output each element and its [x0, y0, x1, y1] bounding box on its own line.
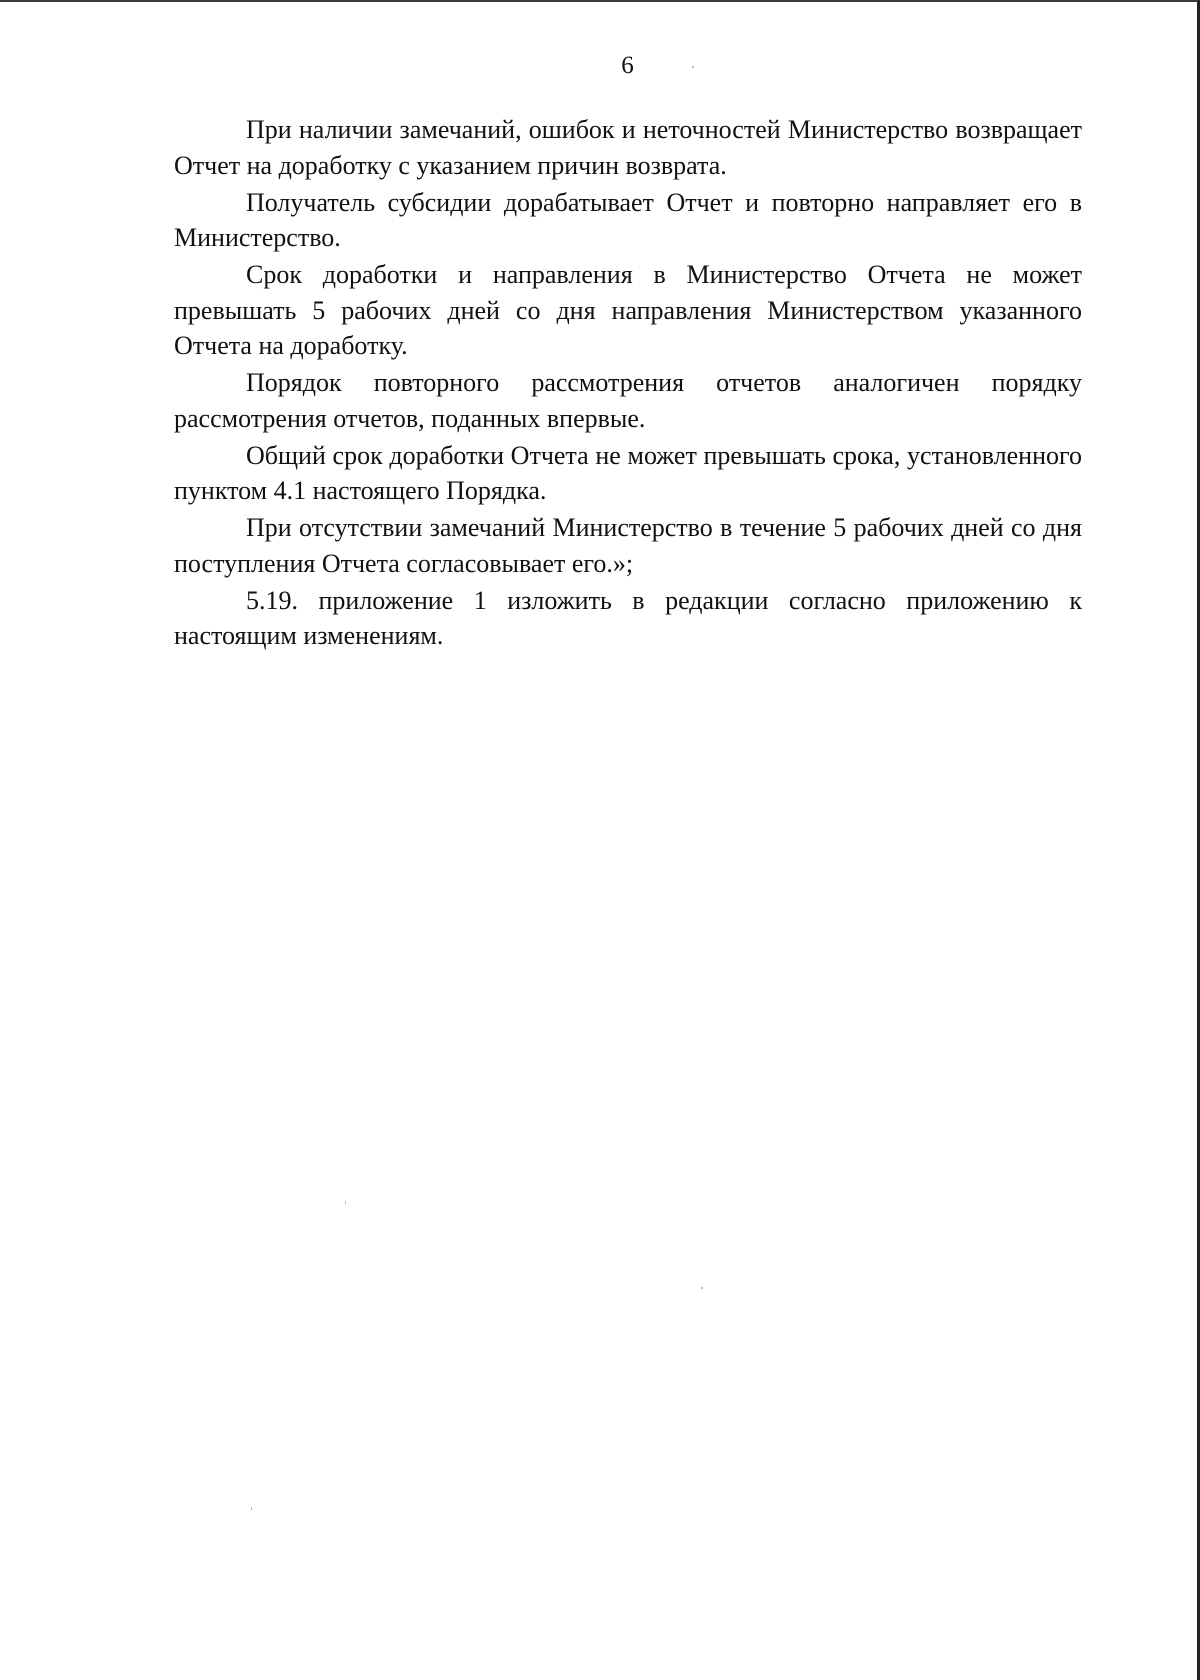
document-body [174, 112, 1082, 655]
scan-speck [345, 1201, 346, 1204]
page-number: 6 [621, 52, 634, 79]
paragraph-total-revision-term: Общий срок доработки Отчета не может превышать срока, установленного пунктом 4.1 настоящего Порядка. [174, 440, 1082, 505]
paragraph-repeat-review: Порядок повторного рассмотрения отчетов аналогичен порядку рассмотрения отчетов, поданных впервые. [174, 368, 1082, 433]
paragraph-revision-deadline: Срок доработки и направления в Министерство Отчета не может превышать 5 рабочих дней со дня направления Министерством указанного Отчета на доработку. [174, 260, 1082, 360]
scan-speck [692, 66, 694, 68]
scan-speck [701, 1287, 703, 1289]
paragraph-remarks-return: При наличии замечаний, ошибок и неточностей Министерство возвращает Отчет на доработку с указанием причин возврата. [174, 115, 1082, 180]
scan-speck [251, 1507, 252, 1510]
paragraph-recipient-revision: Получатель субсидии дорабатывает Отчет и повторно направляет его в Министерство. [174, 187, 1082, 252]
paragraph-approval: При отсутствии замечаний Министерство в течение 5 рабочих дней со дня поступления Отчета согласовывает его.»; [174, 513, 1082, 578]
paragraph-item-5-19: 5.19. приложение 1 изложить в редакции согласно приложению к настоящим изменениям. [174, 585, 1082, 650]
